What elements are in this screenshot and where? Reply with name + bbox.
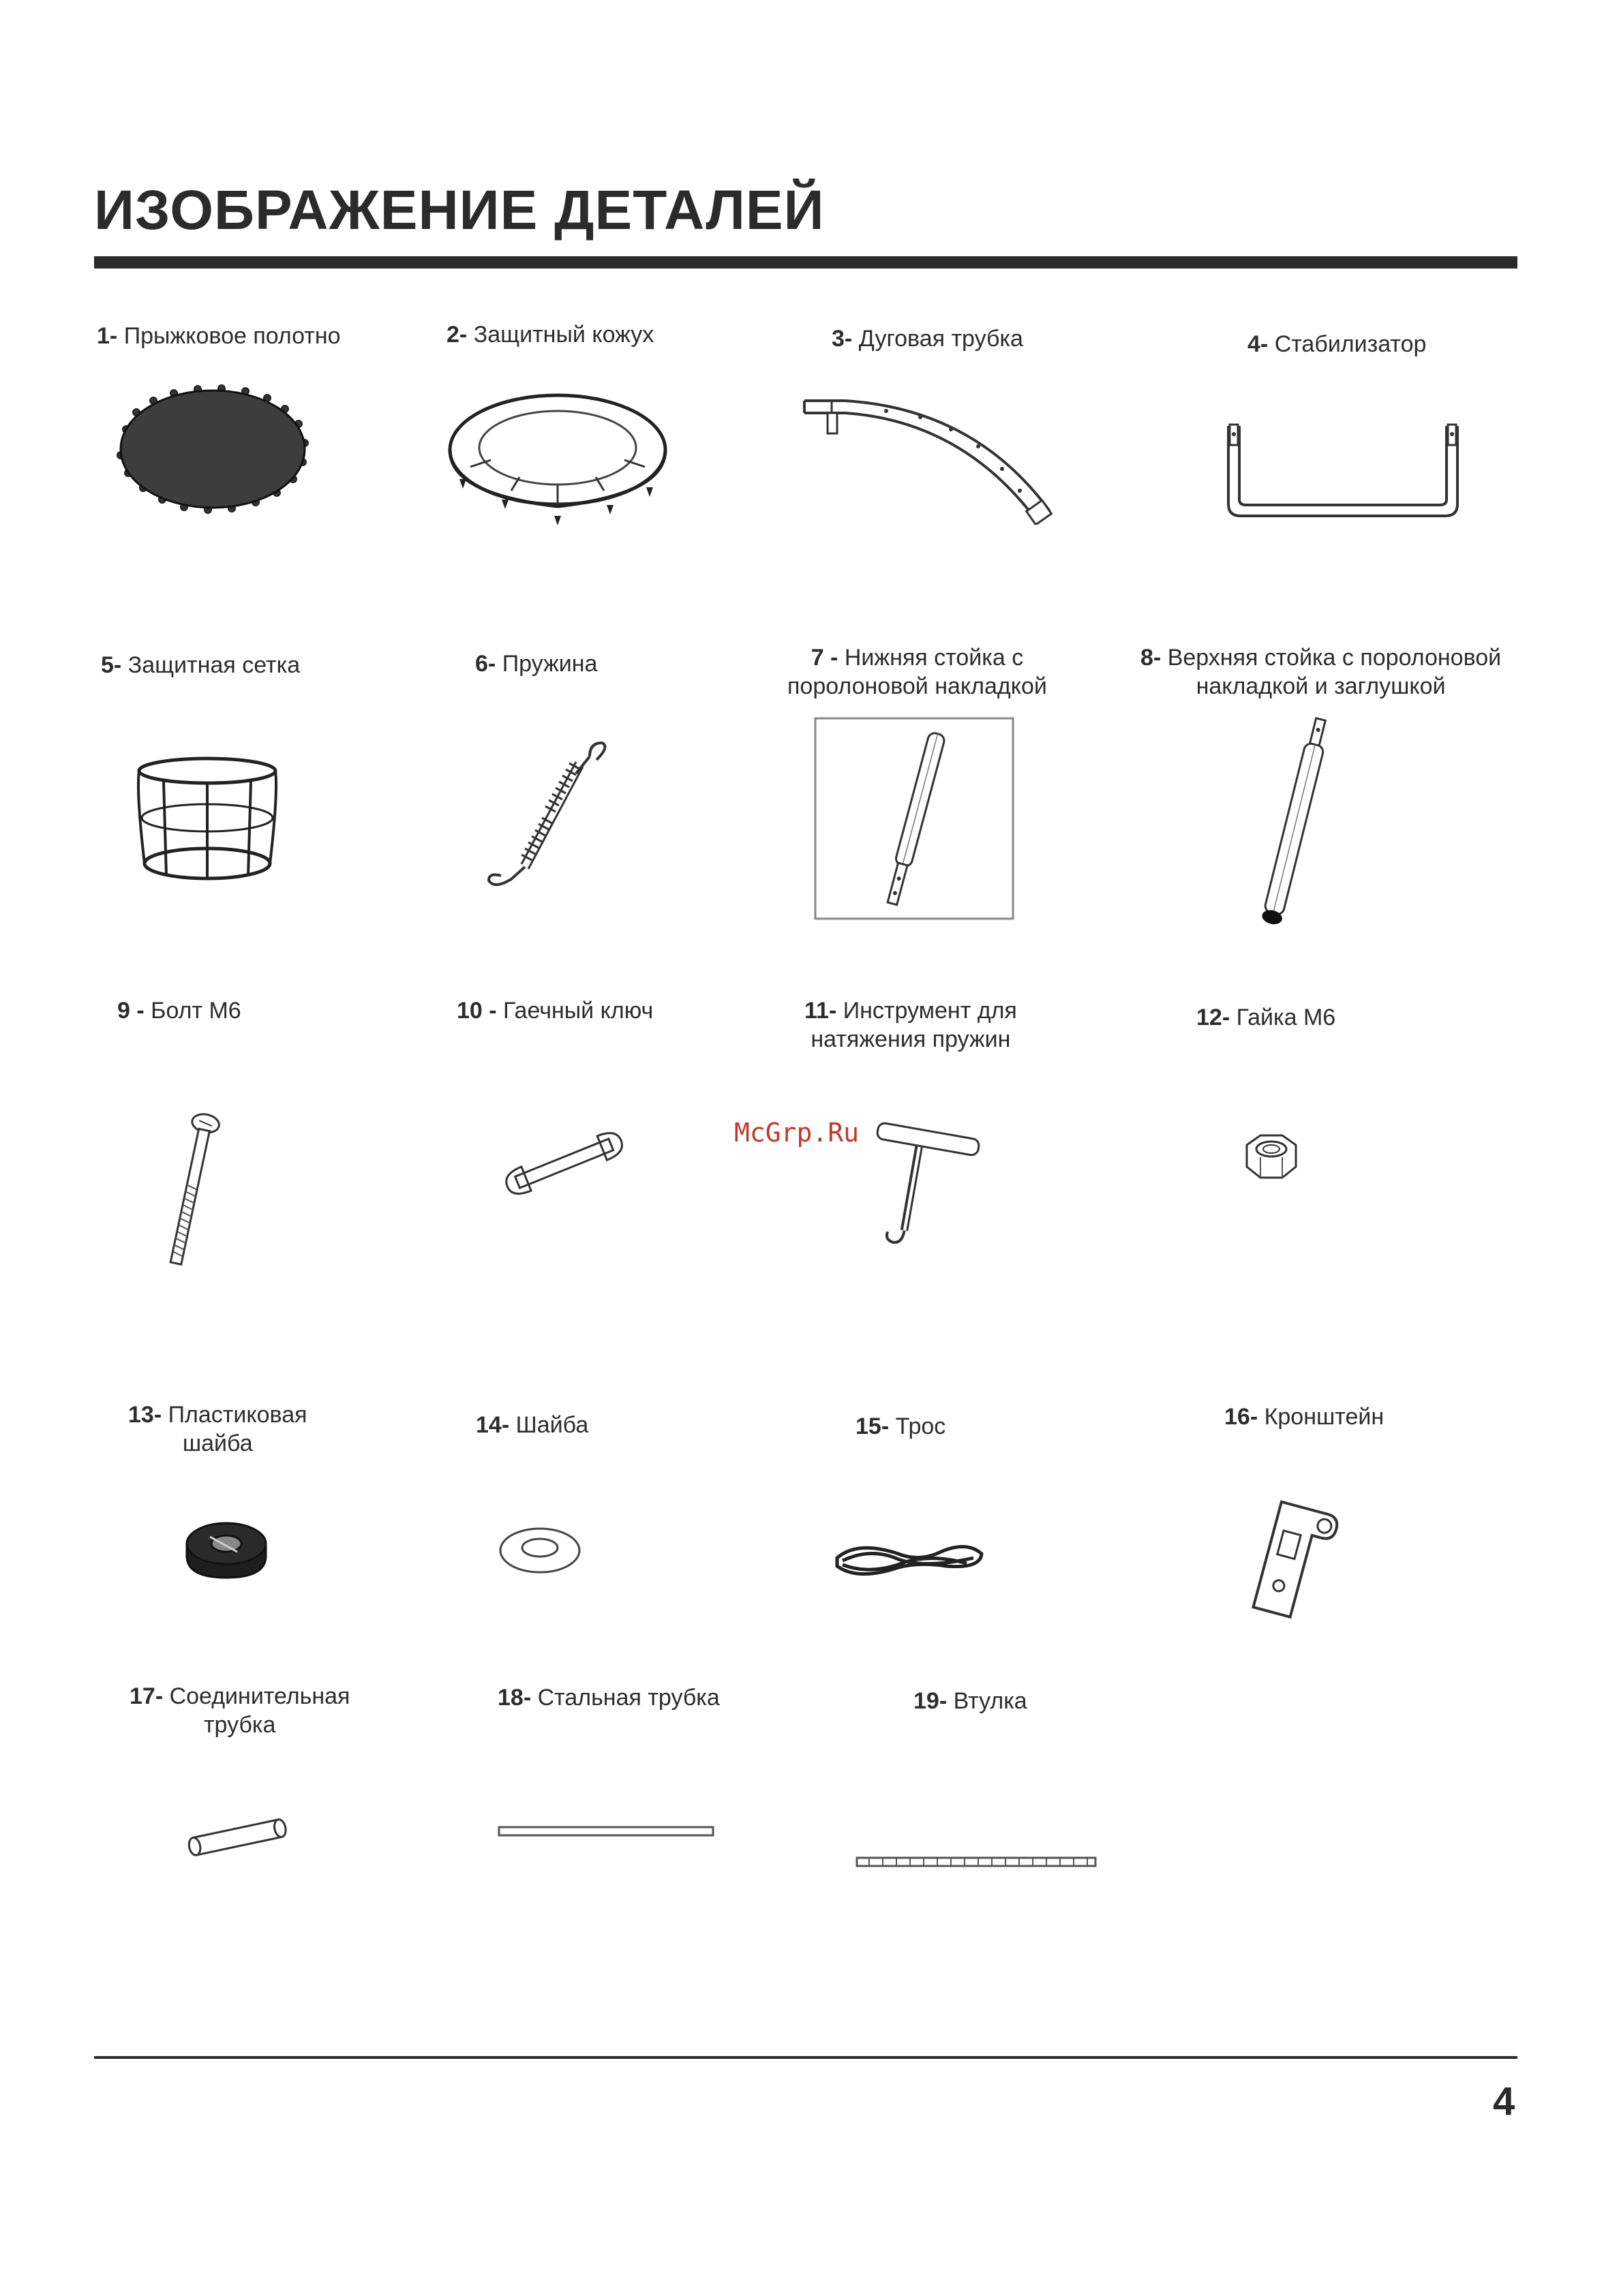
page-title: ИЗОБРАЖЕНИЕ ДЕТАЛЕЙ [94,179,825,241]
part-name: Болт М6 [151,998,241,1024]
part-number: 4- [1247,331,1269,357]
part-label-14 [476,1411,588,1439]
plastic-washer-icon [183,1516,271,1585]
safety-net-icon [130,753,286,883]
part-name: Соединительная [169,1683,350,1709]
part-name: Защитный кожух [473,322,654,348]
stabilizer-icon [1213,419,1472,528]
part-number: 10 - [457,998,497,1024]
part-label-11 [804,996,1017,1054]
nut-icon [1237,1130,1305,1184]
part-name: Втулка [953,1688,1027,1714]
part-label-8 [1140,643,1501,701]
part-name: Нижняя стойка с [844,645,1024,671]
part-name: Стальная трубка [537,1685,720,1711]
part-name: Прыжковое полотно [123,323,341,349]
part-number: 6- [475,651,496,677]
part-label-19 [913,1687,1027,1715]
part-label-17 [130,1682,350,1739]
rope-icon [830,1533,987,1588]
part-name: Пружина [502,651,598,677]
part-name: Трос [895,1413,946,1439]
part-label-2 [447,320,654,349]
part-name: Пластиковая [168,1402,307,1428]
part-name: Дуговая трубка [858,326,1023,352]
part-label-13 [128,1400,307,1458]
part-number: 13- [128,1402,162,1428]
wrench-icon [496,1116,633,1212]
watermark: McGrp.Ru [734,1118,860,1148]
part-number: 19- [913,1688,948,1714]
part-number: 2- [447,322,468,348]
steel-tube-icon [498,1823,716,1839]
part-number: 7 - [811,645,838,671]
part-name-line2: шайба [182,1430,253,1456]
upper-pole-icon [1227,712,1363,937]
part-name-line2: поролоновой накладкой [787,673,1047,699]
part-number: 1- [97,323,118,349]
part-number: 14- [476,1412,510,1438]
part-label-15 [856,1412,945,1441]
part-label-12 [1196,1003,1335,1032]
arc-tube-icon [798,388,1070,525]
connector-tube-icon [183,1809,292,1864]
part-name: Кронштейн [1264,1404,1385,1430]
washer-icon [496,1523,585,1578]
part-name-line2: трубка [203,1712,276,1738]
bracket-icon [1239,1493,1342,1629]
part-label-16 [1224,1403,1384,1431]
part-number: 18- [498,1685,532,1711]
part-name: Шайба [515,1412,589,1438]
lower-pole-icon [814,717,1015,921]
safety-pad-icon [443,385,675,535]
part-label-18 [498,1683,720,1712]
part-number: 3- [832,326,853,352]
part-label-9 [117,996,241,1025]
part-name: Защитная сетка [127,652,301,678]
part-number: 8- [1140,645,1162,671]
bolt-icon [147,1111,235,1274]
part-name: Гаечный ключ [503,998,654,1024]
part-number: 15- [856,1413,890,1439]
part-label-1 [97,322,341,350]
part-label-4 [1247,330,1426,358]
part-name: Гайка М6 [1236,1005,1336,1030]
part-number: 17- [130,1683,164,1709]
part-number: 9 - [117,998,145,1024]
title-underline [94,256,1517,269]
part-label-7 [787,643,1047,701]
part-name: Верхняя стойка с поролоновой [1167,645,1502,671]
part-number: 16- [1224,1404,1258,1430]
part-number: 12- [1196,1005,1230,1030]
part-number: 11- [804,998,837,1024]
footer-rule [94,2056,1517,2059]
part-label-10 [457,996,653,1025]
jump-mat-icon [109,382,320,518]
spring-icon [474,736,624,893]
sleeve-icon [856,1854,1101,1870]
part-name: Стабилизатор [1274,331,1427,357]
page-number: 4 [1493,2079,1515,2124]
part-number: 5- [101,652,122,678]
part-name: Инструмент для [843,998,1017,1024]
part-label-3 [832,324,1023,353]
part-label-6 [475,649,597,678]
part-name-line2: накладкой и заглушкой [1196,673,1446,699]
part-label-5 [101,651,300,679]
part-name-line2: натяжения пружин [811,1026,1011,1052]
